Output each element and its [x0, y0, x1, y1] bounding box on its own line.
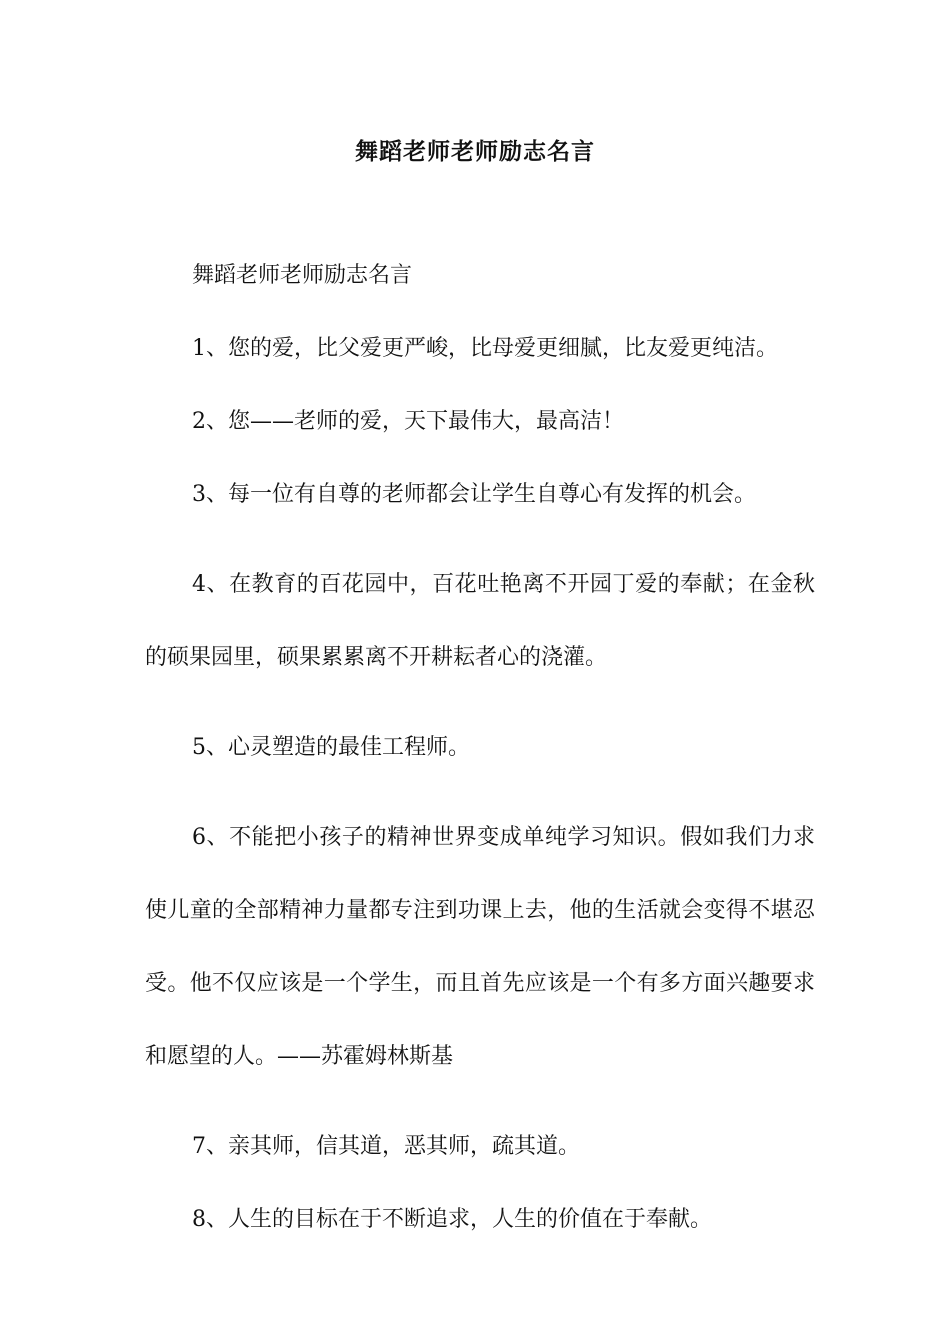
quote-8: 8、人生的目标在于不断追求，人生的价值在于奉献。 — [192, 1207, 712, 1232]
document-subtitle: 舞蹈老师老师励志名言 — [192, 263, 413, 288]
quote-2: 2、您——老师的爱，天下最伟大，最高洁！ — [192, 409, 624, 434]
quote-5: 5、心灵塑造的最佳工程师。 — [192, 735, 470, 760]
quote-3: 3、每一位有自尊的老师都会让学生自尊心有发挥的机会。 — [192, 482, 756, 507]
quote-4: 4、在教育的百花园中，百花吐艳离不开园丁爱的奉献；在金秋的硕果园里，硕果累累离不开耕耘者心的浇灌。 — [145, 572, 815, 670]
quote-1: 1、您的爱，比父爱更严峻，比母爱更细腻，比友爱更纯洁。 — [192, 336, 778, 361]
quote-7: 7、亲其师，信其道，恶其师，疏其道。 — [192, 1134, 580, 1159]
quote-6: 6、不能把小孩子的精神世界变成单纯学习知识。假如我们力求使儿童的全部精神力量都专注到功课上去，他的生活就会变得不堪忍受。他不仅应该是一个学生，而且首先应该是一个有多方面兴趣要求和愿望的人。——苏霍姆林斯基 — [145, 825, 815, 1069]
document-body — [145, 256, 815, 1273]
document-title: 舞蹈老师老师励志名言 — [355, 138, 595, 165]
